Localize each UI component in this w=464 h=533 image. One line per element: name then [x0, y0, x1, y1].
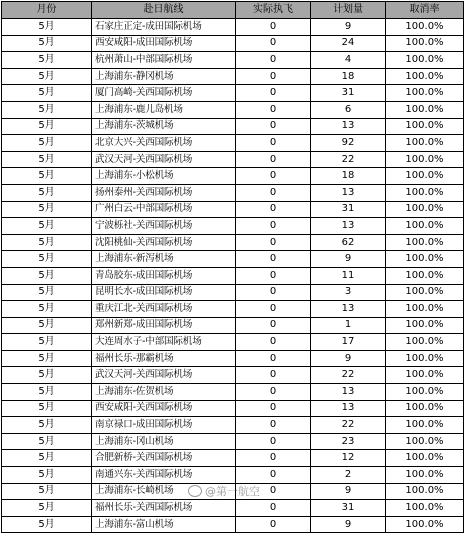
cell-planned-flights: 18: [311, 68, 386, 85]
cell-actual-flights: 0: [236, 267, 311, 284]
cell-cancel-rate: 100.0%: [386, 350, 464, 367]
cell-route: 西安咸阳-关西国际机场: [92, 400, 236, 417]
cell-actual-flights: 0: [236, 118, 311, 135]
cell-planned-flights: 13: [311, 118, 386, 135]
cell-cancel-rate: 100.0%: [386, 251, 464, 268]
table-row: [2, 384, 464, 401]
table-row: [2, 52, 464, 69]
table-row: [2, 450, 464, 467]
cell-month: 5月: [2, 417, 92, 434]
cell-cancel-rate: 100.0%: [386, 85, 464, 102]
cell-route: 西安咸阳-成田国际机场: [92, 35, 236, 52]
cell-actual-flights: 0: [236, 101, 311, 118]
cell-cancel-rate: 100.0%: [386, 168, 464, 185]
cell-planned-flights: 24: [311, 35, 386, 52]
table-row: [2, 218, 464, 235]
cell-planned-flights: 62: [311, 234, 386, 251]
cell-route: 石家庄正定-成田国际机场: [92, 19, 236, 36]
cell-month: 5月: [2, 350, 92, 367]
cell-planned-flights: 13: [311, 400, 386, 417]
cell-route: 武汉天河-关西国际机场: [92, 151, 236, 168]
cell-month: 5月: [2, 384, 92, 401]
table-row: [2, 68, 464, 85]
cell-actual-flights: 0: [236, 19, 311, 36]
cell-cancel-rate: 100.0%: [386, 483, 464, 500]
cell-actual-flights: 0: [236, 467, 311, 484]
table-row: [2, 516, 464, 533]
table-row: [2, 35, 464, 52]
cell-route: 合肥新桥-关西国际机场: [92, 450, 236, 467]
table-row: [2, 234, 464, 251]
table-row: [2, 85, 464, 102]
cell-actual-flights: 0: [236, 251, 311, 268]
table-row: [2, 467, 464, 484]
cell-planned-flights: 9: [311, 251, 386, 268]
cell-cancel-rate: 100.0%: [386, 500, 464, 517]
cell-cancel-rate: 100.0%: [386, 234, 464, 251]
cell-month: 5月: [2, 317, 92, 334]
cell-route: 上海浦东-长崎机场: [92, 483, 236, 500]
cell-planned-flights: 13: [311, 301, 386, 318]
cell-route: 福州长乐-那霸机场: [92, 350, 236, 367]
cell-route: 武汉天河-关西国际机场: [92, 367, 236, 384]
header-route: 赴日航线: [92, 2, 236, 19]
table-row: [2, 101, 464, 118]
cell-month: 5月: [2, 334, 92, 351]
cell-route: 上海浦东-冈山机场: [92, 433, 236, 450]
flight-table: [1, 1, 464, 533]
cell-route: 宁波栎社-关西国际机场: [92, 218, 236, 235]
cell-planned-flights: 22: [311, 151, 386, 168]
header-cancel-rate: 取消率: [386, 2, 464, 19]
table-row: [2, 151, 464, 168]
cell-route: 上海浦东-静冈机场: [92, 68, 236, 85]
cell-cancel-rate: 100.0%: [386, 267, 464, 284]
table-row: [2, 135, 464, 152]
cell-route: 福州长乐-关西国际机场: [92, 500, 236, 517]
cell-planned-flights: 12: [311, 450, 386, 467]
cell-cancel-rate: 100.0%: [386, 135, 464, 152]
cell-month: 5月: [2, 400, 92, 417]
cell-month: 5月: [2, 251, 92, 268]
cell-planned-flights: 13: [311, 218, 386, 235]
table-row: [2, 433, 464, 450]
cell-month: 5月: [2, 516, 92, 533]
header-planned-flights: 计划量: [311, 2, 386, 19]
cell-actual-flights: 0: [236, 334, 311, 351]
cell-actual-flights: 0: [236, 350, 311, 367]
cell-month: 5月: [2, 267, 92, 284]
cell-month: 5月: [2, 19, 92, 36]
cell-cancel-rate: 100.0%: [386, 467, 464, 484]
cell-planned-flights: 9: [311, 19, 386, 36]
cell-actual-flights: 0: [236, 284, 311, 301]
cell-cancel-rate: 100.0%: [386, 516, 464, 533]
cell-route: 郑州新郑-成田国际机场: [92, 317, 236, 334]
cell-actual-flights: 0: [236, 68, 311, 85]
cell-cancel-rate: 100.0%: [386, 19, 464, 36]
cell-route: 南京禄口-成田国际机场: [92, 417, 236, 434]
cell-cancel-rate: 100.0%: [386, 301, 464, 318]
cell-planned-flights: 9: [311, 483, 386, 500]
cell-route: 大连周水子-中部国际机场: [92, 334, 236, 351]
table-row: [2, 267, 464, 284]
cell-month: 5月: [2, 85, 92, 102]
cell-actual-flights: 0: [236, 400, 311, 417]
cell-actual-flights: 0: [236, 516, 311, 533]
cell-month: 5月: [2, 284, 92, 301]
cell-route: 沈阳桃仙-关西国际机场: [92, 234, 236, 251]
cell-month: 5月: [2, 500, 92, 517]
cell-route: 厦门高崎-关西国际机场: [92, 85, 236, 102]
table-row: [2, 483, 464, 500]
header-month: 月份: [2, 2, 92, 19]
cell-cancel-rate: 100.0%: [386, 384, 464, 401]
cell-planned-flights: 17: [311, 334, 386, 351]
table-row: [2, 301, 464, 318]
cell-actual-flights: 0: [236, 234, 311, 251]
cell-cancel-rate: 100.0%: [386, 101, 464, 118]
cell-planned-flights: 11: [311, 267, 386, 284]
cell-route: 上海浦东-鹿儿岛机场: [92, 101, 236, 118]
cell-route: 南通兴东-关西国际机场: [92, 467, 236, 484]
table-row: [2, 417, 464, 434]
cell-cancel-rate: 100.0%: [386, 284, 464, 301]
cell-route: 上海浦东-新泻机场: [92, 251, 236, 268]
cell-planned-flights: 9: [311, 516, 386, 533]
cell-actual-flights: 0: [236, 52, 311, 69]
cell-planned-flights: 22: [311, 367, 386, 384]
cell-planned-flights: 4: [311, 52, 386, 69]
cell-route: 上海浦东-富山机场: [92, 516, 236, 533]
table-row: [2, 168, 464, 185]
cell-route: 广州白云-中部国际机场: [92, 201, 236, 218]
cell-cancel-rate: 100.0%: [386, 433, 464, 450]
table-row: [2, 201, 464, 218]
cell-planned-flights: 31: [311, 500, 386, 517]
cell-actual-flights: 0: [236, 433, 311, 450]
cell-planned-flights: 13: [311, 384, 386, 401]
cell-actual-flights: 0: [236, 500, 311, 517]
header-actual-flights: 实际执飞: [236, 2, 311, 19]
cell-route: 上海浦东-茨城机场: [92, 118, 236, 135]
cell-actual-flights: 0: [236, 317, 311, 334]
cell-route: 上海浦东-佐贺机场: [92, 384, 236, 401]
cell-planned-flights: 92: [311, 135, 386, 152]
table-row: [2, 334, 464, 351]
cell-actual-flights: 0: [236, 151, 311, 168]
cell-actual-flights: 0: [236, 450, 311, 467]
cell-planned-flights: 6: [311, 101, 386, 118]
cell-cancel-rate: 100.0%: [386, 118, 464, 135]
cell-month: 5月: [2, 433, 92, 450]
cell-planned-flights: 31: [311, 201, 386, 218]
cell-actual-flights: 0: [236, 483, 311, 500]
cell-route: 昆明长水-成田国际机场: [92, 284, 236, 301]
cell-month: 5月: [2, 168, 92, 185]
cell-cancel-rate: 100.0%: [386, 151, 464, 168]
cell-month: 5月: [2, 68, 92, 85]
cell-route: 杭州萧山-中部国际机场: [92, 52, 236, 69]
cell-planned-flights: 18: [311, 168, 386, 185]
table-row: [2, 367, 464, 384]
cell-month: 5月: [2, 218, 92, 235]
cell-cancel-rate: 100.0%: [386, 367, 464, 384]
table-body: [2, 19, 464, 533]
table-row: [2, 118, 464, 135]
table-row: [2, 400, 464, 417]
cell-month: 5月: [2, 135, 92, 152]
cell-cancel-rate: 100.0%: [386, 334, 464, 351]
cell-actual-flights: 0: [236, 384, 311, 401]
table-row: [2, 19, 464, 36]
table-header-row: [2, 2, 464, 19]
cell-actual-flights: 0: [236, 168, 311, 185]
table-row: [2, 184, 464, 201]
cell-month: 5月: [2, 450, 92, 467]
cell-month: 5月: [2, 118, 92, 135]
table-row: [2, 500, 464, 517]
cell-month: 5月: [2, 234, 92, 251]
cell-month: 5月: [2, 35, 92, 52]
cell-planned-flights: 1: [311, 317, 386, 334]
cell-cancel-rate: 100.0%: [386, 218, 464, 235]
cell-actual-flights: 0: [236, 184, 311, 201]
cell-actual-flights: 0: [236, 85, 311, 102]
cell-actual-flights: 0: [236, 201, 311, 218]
cell-route: 扬州泰州-关西国际机场: [92, 184, 236, 201]
cell-planned-flights: 13: [311, 184, 386, 201]
cell-month: 5月: [2, 151, 92, 168]
cell-month: 5月: [2, 483, 92, 500]
cell-month: 5月: [2, 201, 92, 218]
cell-month: 5月: [2, 367, 92, 384]
cell-month: 5月: [2, 467, 92, 484]
cell-actual-flights: 0: [236, 417, 311, 434]
cell-actual-flights: 0: [236, 218, 311, 235]
cell-planned-flights: 22: [311, 417, 386, 434]
watermark-text: @第一航空: [205, 485, 260, 498]
cell-planned-flights: 23: [311, 433, 386, 450]
table-row: [2, 317, 464, 334]
cell-route: 重庆江北-关西国际机场: [92, 301, 236, 318]
cell-cancel-rate: 100.0%: [386, 184, 464, 201]
cell-cancel-rate: 100.0%: [386, 35, 464, 52]
cell-cancel-rate: 100.0%: [386, 400, 464, 417]
cell-planned-flights: 31: [311, 85, 386, 102]
cell-planned-flights: 9: [311, 350, 386, 367]
cell-route: 青岛胶东-成田国际机场: [92, 267, 236, 284]
cell-actual-flights: 0: [236, 367, 311, 384]
cell-month: 5月: [2, 52, 92, 69]
cell-month: 5月: [2, 101, 92, 118]
cell-cancel-rate: 100.0%: [386, 201, 464, 218]
cell-cancel-rate: 100.0%: [386, 317, 464, 334]
cell-cancel-rate: 100.0%: [386, 450, 464, 467]
cell-cancel-rate: 100.0%: [386, 52, 464, 69]
cell-route: 北京大兴-关西国际机场: [92, 135, 236, 152]
table-row: [2, 251, 464, 268]
table-row: [2, 284, 464, 301]
table-row: [2, 350, 464, 367]
cell-route: 上海浦东-小松机场: [92, 168, 236, 185]
cell-cancel-rate: 100.0%: [386, 417, 464, 434]
cell-actual-flights: 0: [236, 301, 311, 318]
cell-cancel-rate: 100.0%: [386, 68, 464, 85]
cell-month: 5月: [2, 184, 92, 201]
cell-planned-flights: 3: [311, 284, 386, 301]
cell-actual-flights: 0: [236, 135, 311, 152]
cell-planned-flights: 2: [311, 467, 386, 484]
cell-month: 5月: [2, 301, 92, 318]
cell-actual-flights: 0: [236, 35, 311, 52]
